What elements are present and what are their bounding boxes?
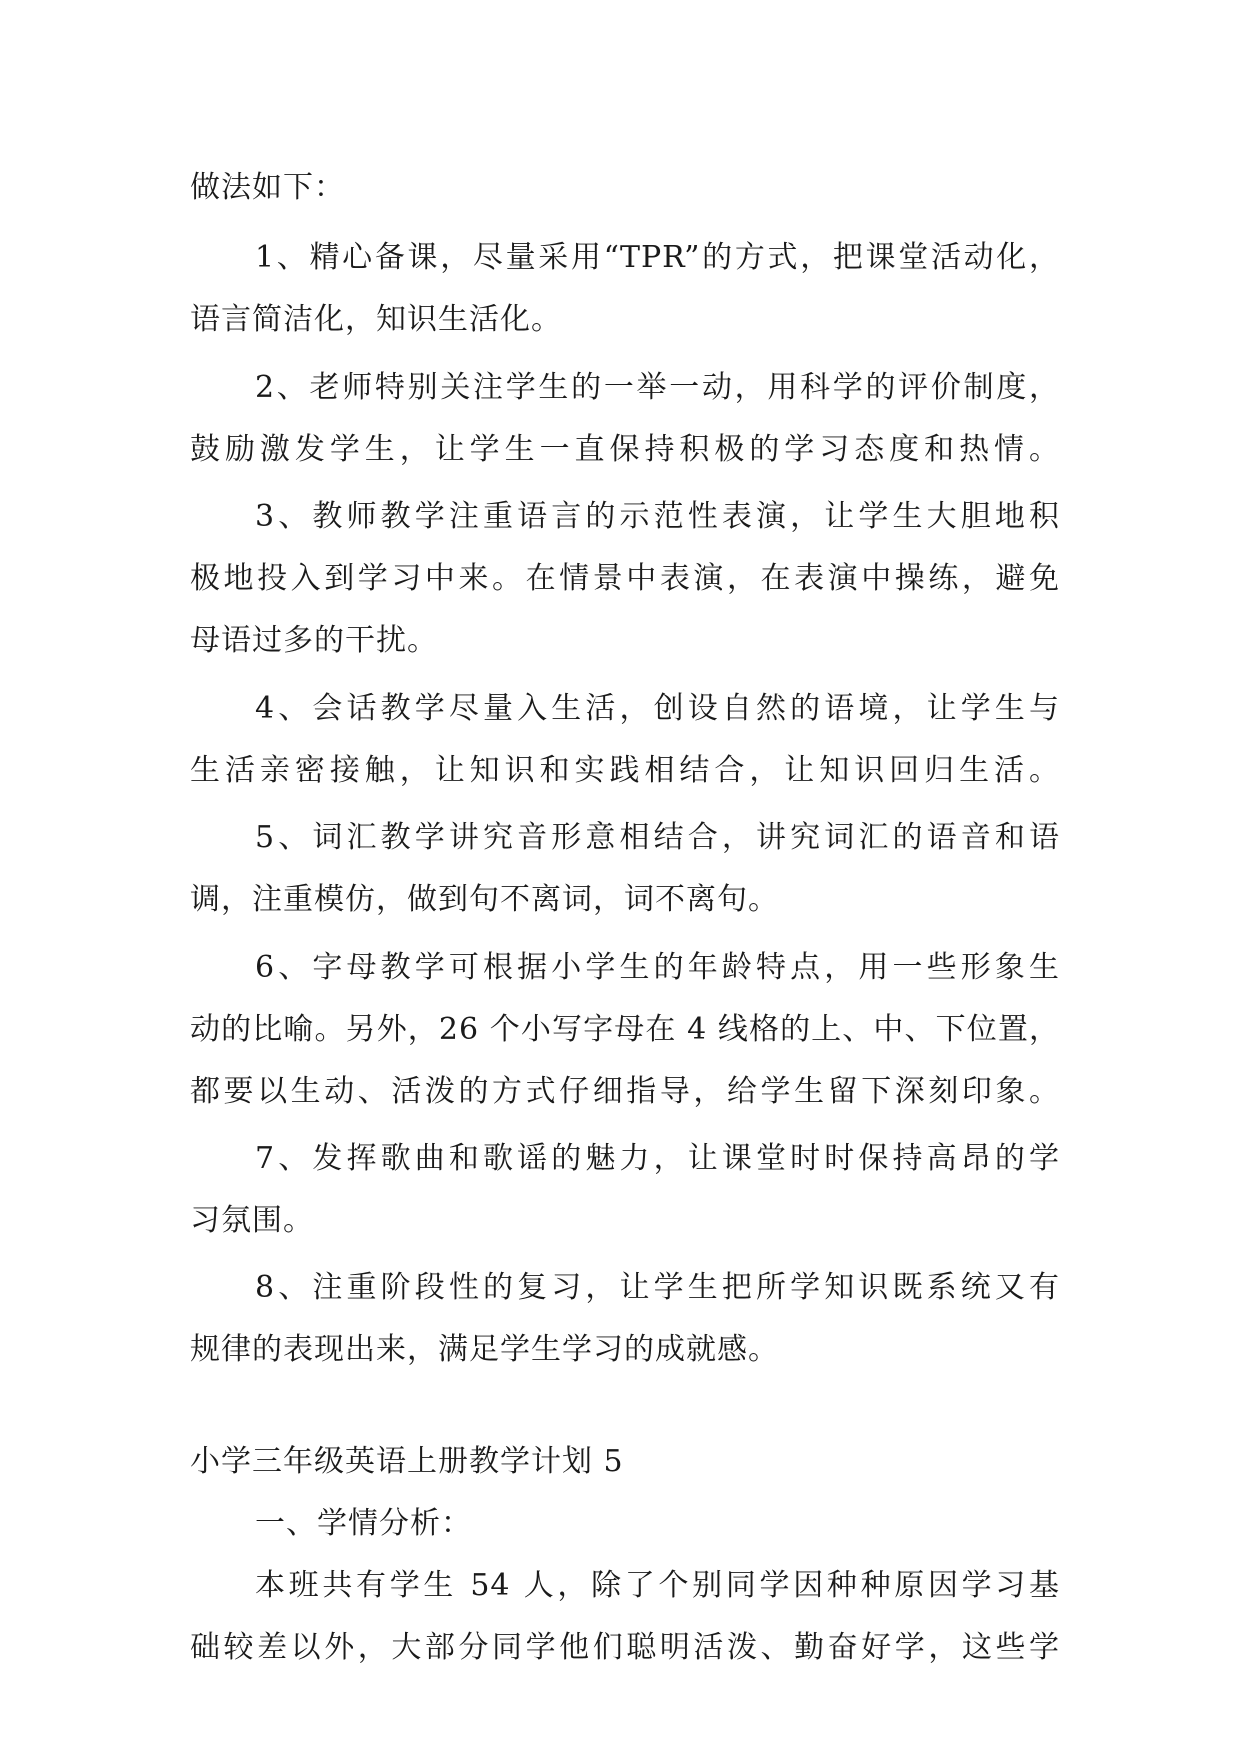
- list-item-4-line-1: 4、会话教学尽量入生活，创设自然的语境，让学生与: [255, 691, 1060, 726]
- list-item-3-line-1: 3、教师教学注重语言的示范性表演，让学生大胆地积: [255, 499, 1060, 534]
- list-item-3-line-3: 母语过多的干扰。: [190, 623, 438, 658]
- list-item-6-line-1: 6、字母教学可根据小学生的年龄特点，用一些形象生: [255, 950, 1060, 985]
- list-item-5-line-2: 调，注重模仿，做到句不离词，词不离句。: [190, 882, 779, 917]
- paragraph-line-1: 本班共有学生 54 人，除了个别同学因种种原因学习基: [255, 1568, 1060, 1603]
- list-item-1-line-2: 语言简洁化，知识生活化。: [190, 302, 562, 337]
- list-item-2-line-2: 鼓励激发学生，让学生一直保持积极的学习态度和热情。: [190, 432, 1060, 467]
- list-item-8-line-1: 8、注重阶段性的复习，让学生把所学知识既系统又有: [255, 1270, 1060, 1305]
- section-heading-1: 一、学情分析：: [255, 1506, 472, 1541]
- list-item-5-line-1: 5、词汇教学讲究音形意相结合，讲究词汇的语音和语: [255, 820, 1060, 855]
- list-item-3-line-2: 极地投入到学习中来。在情景中表演，在表演中操练，避免: [190, 561, 1060, 596]
- paragraph-intro: 做法如下：: [190, 170, 345, 205]
- paragraph-line-2: 础较差以外，大部分同学他们聪明活泼、勤奋好学，这些学: [190, 1630, 1060, 1665]
- list-item-7-line-2: 习氛围。: [190, 1203, 314, 1238]
- list-item-6-line-3: 都要以生动、活泼的方式仔细指导，给学生留下深刻印象。: [190, 1074, 1060, 1109]
- list-item-6-line-2: 动的比喻。另外，26 个小写字母在 4 线格的上、中、下位置，: [190, 1012, 1060, 1047]
- list-item-1-line-1: 1、精心备课，尽量采用“TPR”的方式，把课堂活动化，: [255, 240, 1060, 275]
- list-item-2-line-1: 2、老师特别关注学生的一举一动，用科学的评价制度，: [255, 370, 1060, 405]
- section-title: 小学三年级英语上册教学计划 5: [190, 1444, 624, 1479]
- list-item-7-line-1: 7、发挥歌曲和歌谣的魅力，让课堂时时保持高昂的学: [255, 1141, 1060, 1176]
- list-item-8-line-2: 规律的表现出来，满足学生学习的成就感。: [190, 1332, 779, 1367]
- list-item-4-line-2: 生活亲密接触，让知识和实践相结合，让知识回归生活。: [190, 753, 1060, 788]
